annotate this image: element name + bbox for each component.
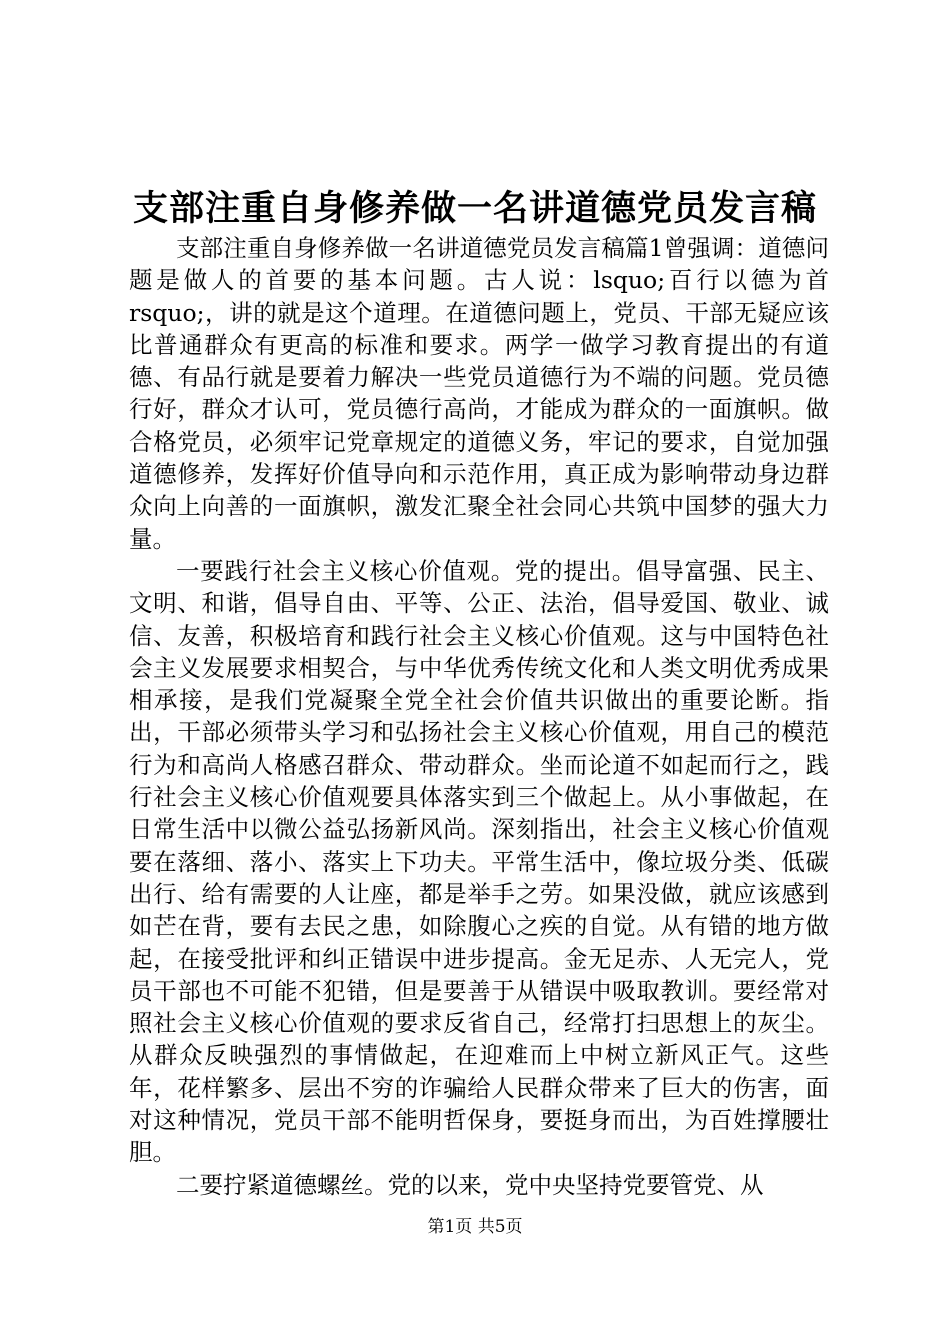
paragraph: 支部注重自身修养做一名讲道德党员发言稿篇1曾强调：道德问题是做人的首要的基本问题。古人说：lsquo;百行以德为首rsquo;，讲的就是这个道理。在道德问题上，党员、干部无疑应该比普通群众有更高的标准和要求。两学一做学习教育提出的有道德、有品行就是要着力解决一些党员道德行为不端的问题。党员德行好，群众才认可，党员德行高尚，才能成为群众的一面旗帜。做合格党员，必须牢记党章规定的道德义务，牢记的要求，自觉加强道德修养，发挥好价值导向和示范作用，真正成为影响带动身边群众向上向善的一面旗帜，激发汇聚全社会同心共筑中国梦的强大力量。 xyxy=(129,234,829,553)
page-number-footer: 第1页 共5页 xyxy=(427,1217,523,1237)
document-title: 支部注重自身修养做一名讲道德党员发言稿 xyxy=(132,188,817,229)
document-body xyxy=(129,232,829,1201)
paragraph: 二要拧紧道德螺丝。党的以来，党中央坚持党要管党、从 xyxy=(176,1170,764,1199)
paragraph: 一要践行社会主义核心价值观。党的提出。倡导富强、民主、文明、和谐，倡导自由、平等、公正、法治，倡导爱国、敬业、诚信、友善，积极培育和践行社会主义核心价值观。这与中国特色社会主义发展要求相契合，与中华优秀传统文化和人类文明优秀成果相承接，是我们党凝聚全党全社会价值共识做出的重要论断。指出，干部必须带头学习和弘扬社会主义核心价值观，用自己的模范行为和高尚人格感召群众、带动群众。坐而论道不如起而行之，践行社会主义核心价值观要具体落实到三个做起上。从小事做起，在日常生活中以微公益弘扬新风尚。深刻指出，社会主义核心价值观要在落细、落小、落实上下功夫。平常生活中，像垃圾分类、低碳出行、给有需要的人让座，都是举手之劳。如果没做，就应该感到如芒在背，要有去民之患，如除腹心之疾的自觉。从有错的地方做起，在接受批评和纠正错误中进步提高。金无足赤、人无完人，党员干部也不可能不犯错，但是要善于从错误中吸取教训。要经常对照社会主义核心价值观的要求反省自己，经常打扫思想上的灰尘。从群众反映强烈的事情做起，在迎难而上中树立新风正气。这些年，花样繁多、层出不穷的诈骗给人民群众带来了巨大的伤害，面对这种情况，党员干部不能明哲保身，要挺身而出，为百姓撑腰壮胆。 xyxy=(129,556,829,1167)
